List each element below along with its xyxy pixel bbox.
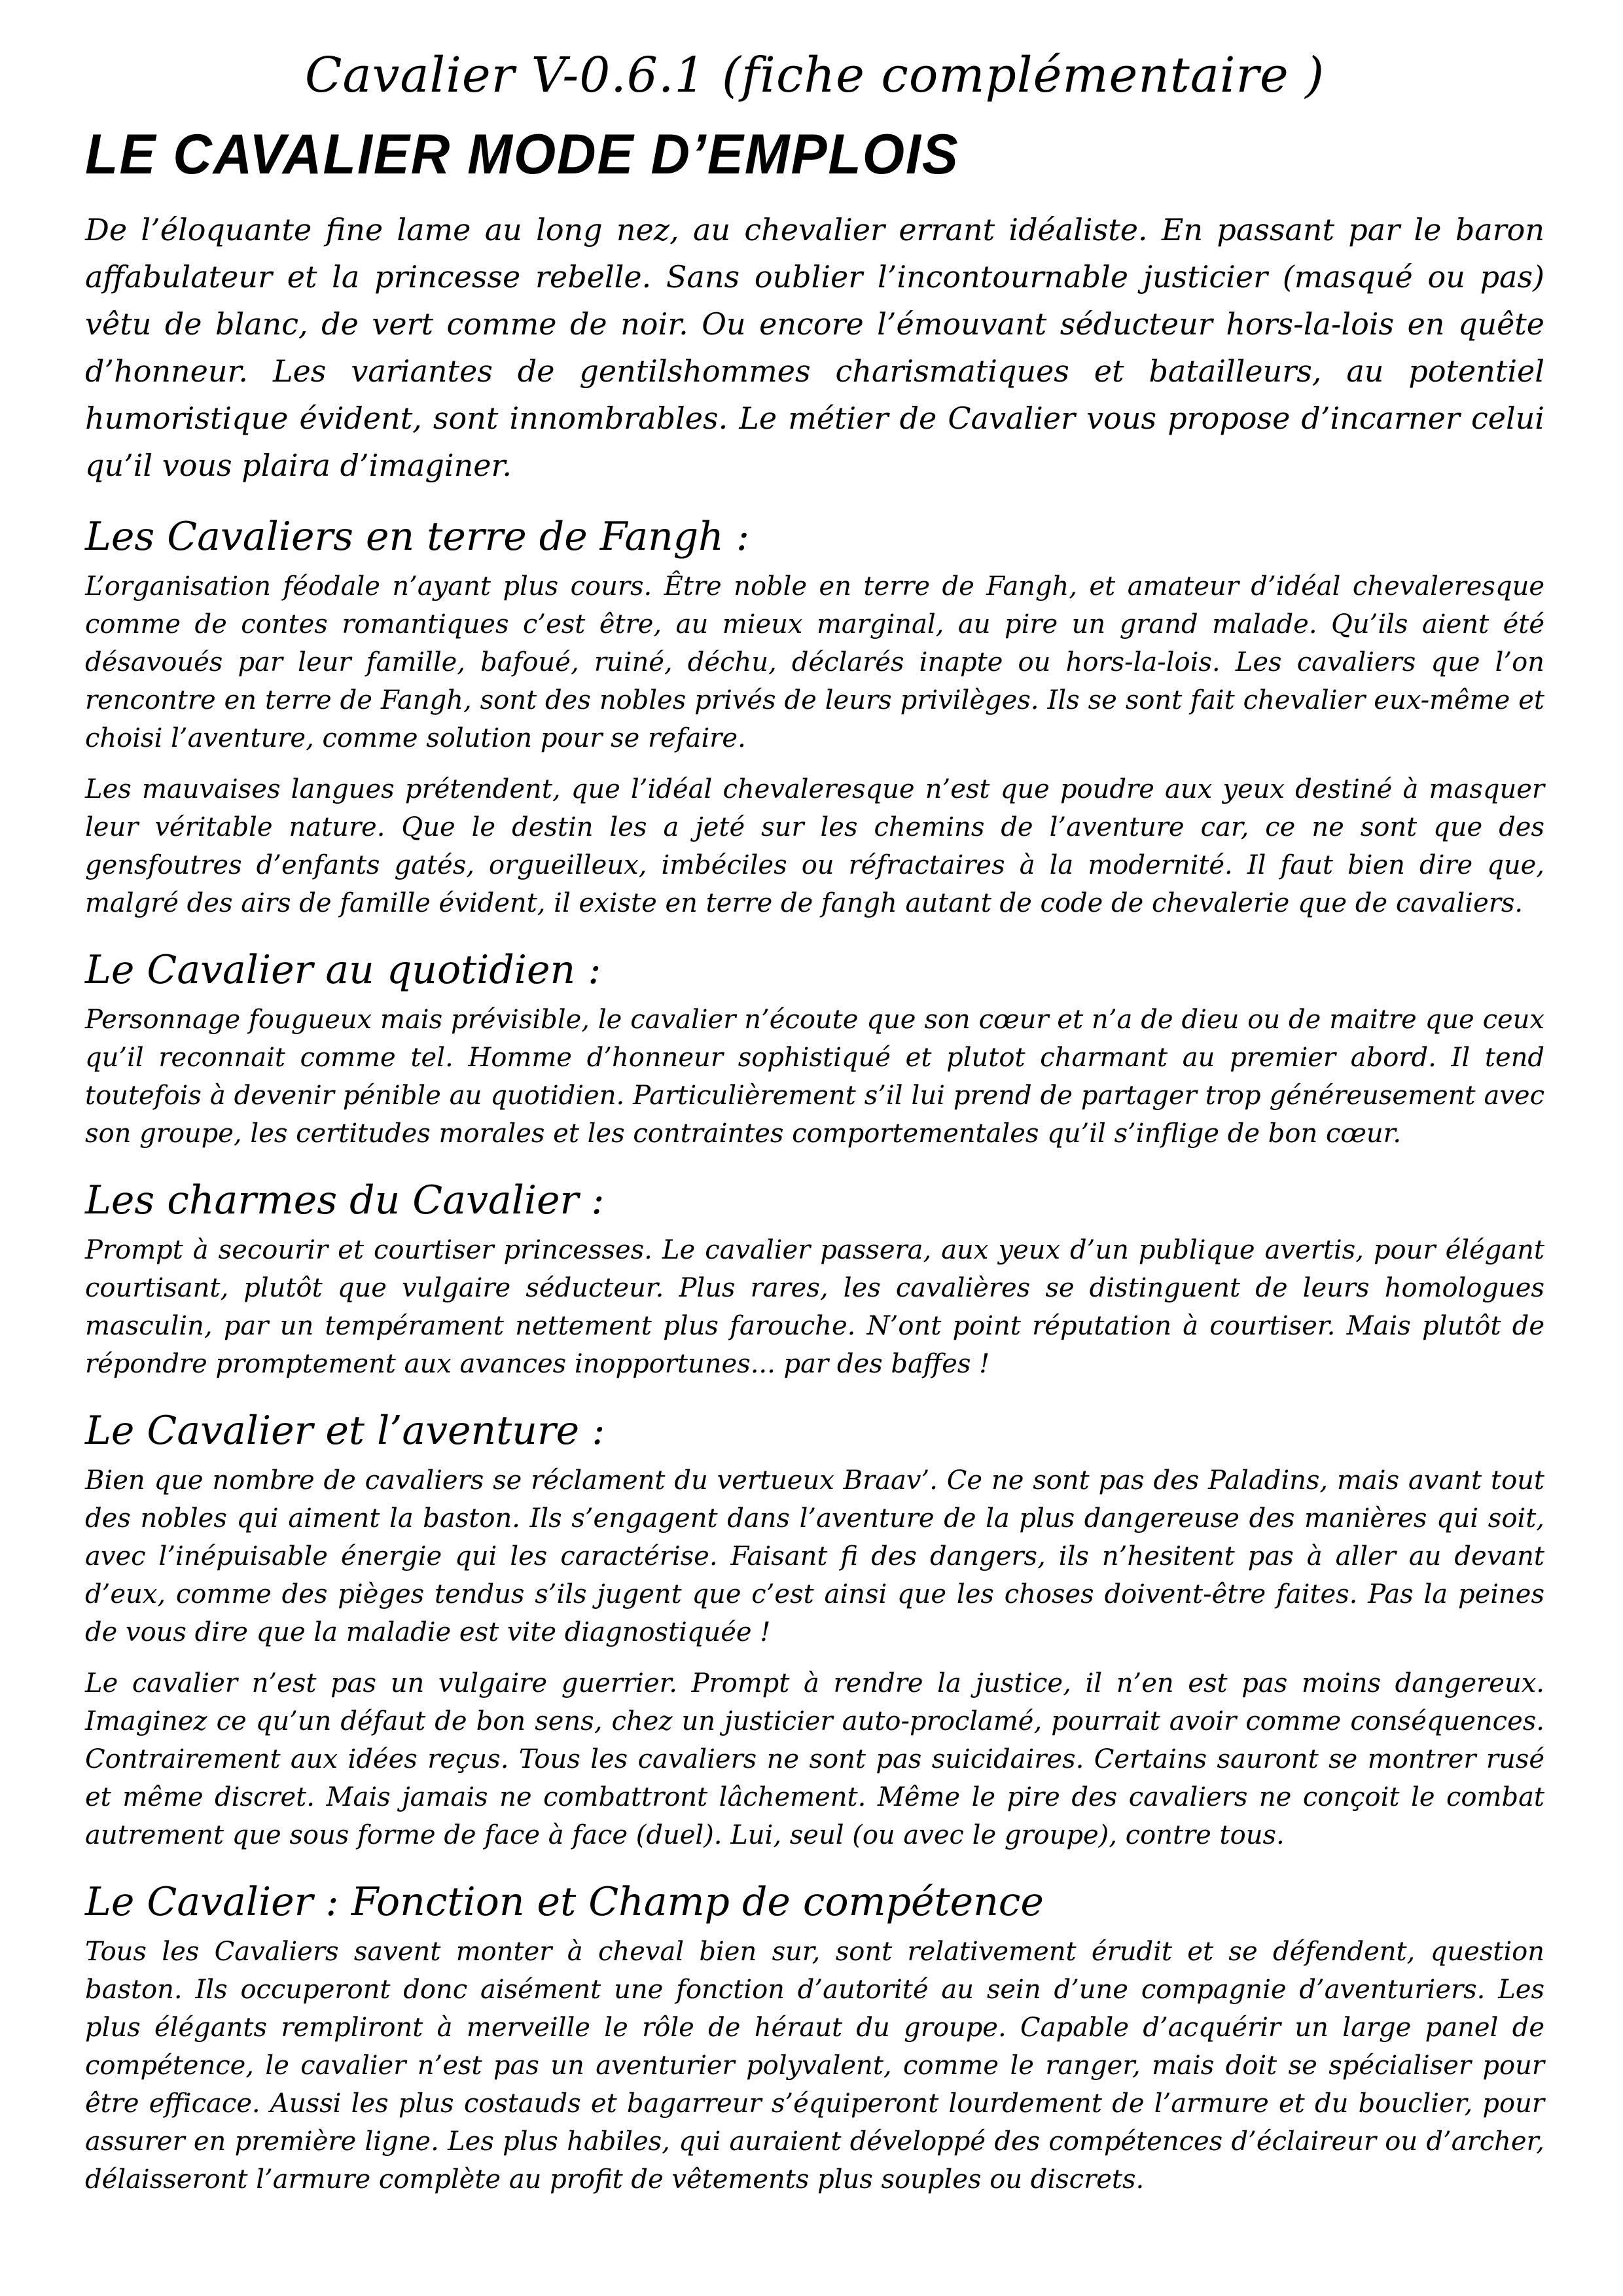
paragraph-aventure-1: Bien que nombre de cavaliers se réclament du vertueux Braav’. Ce ne sont pas des Paladins, mais avant tout des nobles qui aiment la baston. Ils s’engagent dans l’aventure de la plus dangereuse des manières qui soit, avec l’inépuisable énergie qui les caractérise. Faisant fi des dangers, ils n’hesitent pas à aller au devant d’eux, comme des pièges tendus s’ils jugent que c’est ainsi que les choses doivent-être faites. Pas la peines de vous dire que la maladie est vite diagnostiquée ! bbox=[85, 1465, 1544, 1648]
section-heading-aventure: Le Cavalier et l’aventure : bbox=[85, 1408, 605, 1454]
main-title: LE CAVALIER MODE D’EMPLOIS bbox=[85, 122, 959, 186]
paragraph-terre-de-fangh-2: Les mauvaises langues prétendent, que l’idéal chevaleresque n’est que poudre aux yeux destiné à masquer leur véritable nature. Que le destin les a jeté sur les chemins de l’aventure car, ce ne sont que des gensfoutres d’enfants gatés, orgueilleux, imbéciles ou réfractaires à la modernité. Il faut bien dire que, malgré des airs de famille évident, il existe en terre de fangh autant de code de chevalerie que de cavaliers. bbox=[85, 774, 1544, 919]
doc-version-title: Cavalier V-0.6.1 (fiche complémentaire ) bbox=[304, 47, 1325, 103]
section-heading-quotidien: Le Cavalier au quotidien : bbox=[85, 947, 601, 994]
paragraph-charmes-1: Prompt à secourir et courtiser princesses. Le cavalier passera, aux yeux d’un publique avertis, pour élégant courtisant, plutôt que vulgaire séducteur. Plus rares, les cavalières se distinguent de leurs homologues masculin, par un tempérament nettement plus farouche. N’ont point réputation à courtiser. Mais plutôt de répondre promptement aux avances inopportunes... par des baffes ! bbox=[85, 1235, 1544, 1380]
intro-paragraph: De l’éloquante fine lame au long nez, au chevalier errant idéaliste. En passant par le baron affabulateur et la princesse rebelle. Sans oublier l’incontournable justicier (masqué ou pas) vêtu de blanc, de vert comme de noir. Ou encore l’émouvant séducteur hors-la-lois en quête d’honneur. Les variantes de gentilshommes charismatiques et batailleurs, au potentiel humoristique évident, sont innombrables. Le métier de Cavalier vous propose d’incarner celui qu’il vous plaira d’imaginer. bbox=[85, 212, 1544, 484]
section-heading-competence: Le Cavalier : Fonction et Champ de compétence bbox=[85, 1879, 1044, 1926]
paragraph-competence-1: Tous les Cavaliers savent monter à cheval bien sur, sont relativement érudit et se défendent, question baston. Ils occuperont donc aisément une fonction d’autorité au sein d’une compagnie d’aventuriers. Les plus élégants rempliront à merveille le rôle de héraut du groupe. Capable d’acquérir un large panel de compétence, le cavalier n’est pas un aventurier polyvalent, comme le ranger, mais doit se spécialiser pour être efficace. Aussi les plus costauds et bagarreur s’équiperont lourdement de l’armure et du bouclier, pour assurer en première ligne. Les plus habiles, qui auraient développé des compétences d’éclaireur ou d’archer, délaisseront l’armure complète au profit de vêtements plus souples ou discrets. bbox=[85, 1937, 1544, 2195]
section-heading-charmes: Les charmes du Cavalier : bbox=[85, 1177, 605, 1224]
section-fonction-et-champ-de-competence bbox=[85, 1880, 1544, 2198]
paragraph-quotidien-1: Personnage fougueux mais prévisible, le cavalier n’écoute que son cœur et n’a de dieu ou de maitre que ceux qu’il reconnait comme tel. Homme d’honneur sophistiqué et plutot charmant au premier abord. Il tend toutefois à devenir pénible au quotidien. Particulièrement s’il lui prend de partager trop généreusement avec son groupe, les certitudes morales et les contraintes comportementales qu’il s’inflige de bon cœur. bbox=[85, 1005, 1544, 1149]
section-heading-terre-de-fangh: Les Cavaliers en terre de Fangh : bbox=[85, 514, 750, 560]
section-charmes-du-cavalier bbox=[85, 1179, 1544, 1383]
section-cavaliers-en-terre-de-fangh bbox=[85, 515, 1544, 922]
paragraph-terre-de-fangh-1: L’organisation féodale n’ayant plus cours. Être noble en terre de Fangh, et amateur d’idéal chevaleresque comme de contes romantiques c’est être, au mieux marginal, au pire un grand malade. Qu’ils aient été désavoués par leur famille, bafoué, ruiné, déchu, déclarés inapte ou hors-la-lois. Les cavaliers que l’on rencontre en terre de Fangh, sont des nobles privés de leurs privilèges. Ils se sont fait chevalier eux-même et choisi l’aventure, comme solution pour se refaire. bbox=[85, 571, 1544, 754]
section-cavalier-et-aventure bbox=[85, 1409, 1544, 1854]
section-cavalier-au-quotidien bbox=[85, 948, 1544, 1153]
paragraph-aventure-2: Le cavalier n’est pas un vulgaire guerrier. Prompt à rendre la justice, il n’en est pas moins dangereux. Imaginez ce qu’un défaut de bon sens, chez un justicier auto-proclamé, pourrait avoir comme conséquences. Contrairement aux idées reçus. Tous les cavaliers ne sont pas suicidaires. Certains sauront se montrer rusé et même discret. Mais jamais ne combattront lâchement. Même le pire des cavaliers ne conçoit le combat autrement que sous forme de face à face (duel). Lui, seul (ou avec le groupe), contre tous. bbox=[85, 1668, 1544, 1851]
